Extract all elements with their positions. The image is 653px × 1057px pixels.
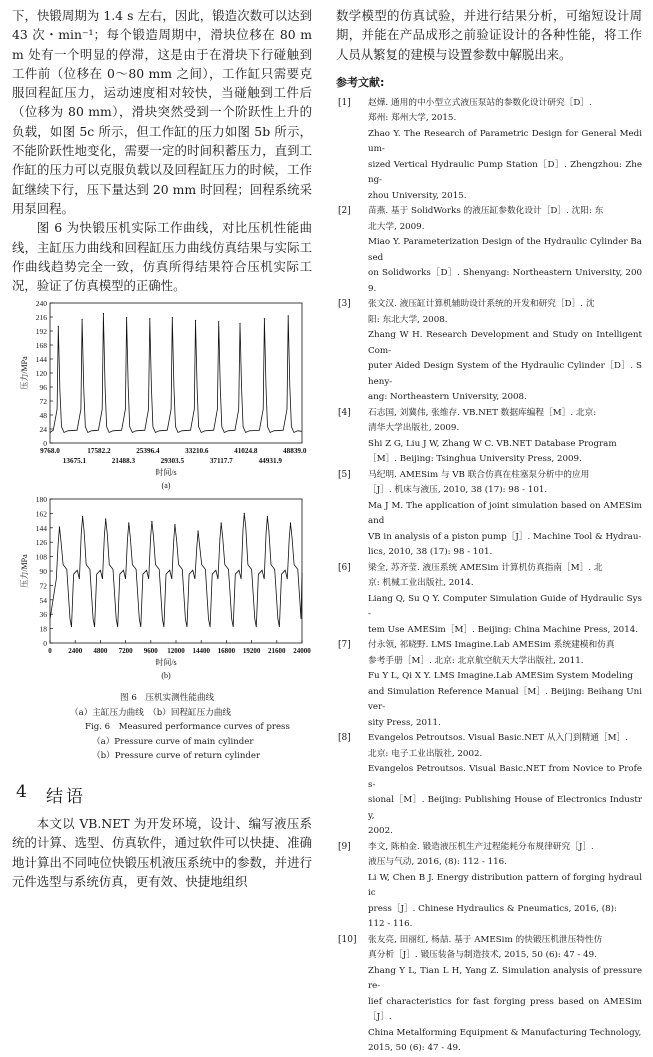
caption-en: Fig. 6 Measured performance curves of press	[85, 722, 290, 733]
data-point	[221, 523, 222, 524]
y-tick-label: 72	[39, 581, 47, 591]
reference-line: China Metalforming Equipment & Manufacturing Technology,	[368, 1027, 642, 1038]
data-point	[82, 319, 83, 320]
reference-line: 液压与气动, 2016, (8): 112 - 116.	[368, 857, 507, 868]
data-point	[218, 322, 219, 323]
reference-line: Fu Y L, Qi X Y. LMS Imagine.Lab AMESim System Modeling	[368, 671, 633, 682]
reference-line: 清华大学出版社, 2009.	[368, 423, 460, 434]
data-point	[149, 319, 150, 320]
reference-line: Evangelos Petroutsos. Visual Basic.NET from Novice to Profes-	[368, 764, 642, 790]
reference-line: sional［M］. Beijing: Publishing House of Electronics Industry,	[368, 795, 642, 821]
reference-line: Shi Z G, Liu J W, Zhang W C. VB.NET Database Program	[368, 438, 617, 449]
data-point	[197, 531, 198, 532]
y-tick-label: 108	[35, 553, 47, 563]
x-tick-label: 4800	[93, 647, 108, 656]
y-tick-label: 0	[43, 639, 47, 649]
x-tick-label: 16800	[217, 647, 236, 656]
chart-main-cylinder	[12, 295, 312, 493]
reference-line: zhou University, 2015.	[368, 190, 467, 201]
reference-number: [1]	[338, 97, 351, 108]
caption-cn-sub: （a）主缸压力曲线 （b）回程缸压力曲线	[70, 707, 232, 718]
reference-item	[336, 406, 642, 468]
reference-line: 京: 机械工业出版社, 2014.	[368, 578, 474, 589]
left-column	[12, 6, 312, 891]
reference-line: 北大学, 2009.	[368, 221, 425, 232]
section-title: 结语	[46, 786, 86, 807]
y-tick-label: 54	[39, 596, 47, 606]
data-point	[290, 523, 291, 524]
y-tick-label: 90	[39, 567, 47, 577]
data-point	[128, 523, 129, 524]
reference-line: 112 - 116.	[368, 919, 413, 930]
x-tick-label: 13675.1	[62, 457, 87, 466]
right-column	[336, 6, 642, 1057]
reference-line: 马纪明. AMESim 与 VB 联合仿真在柱塞泵分析中的应用	[368, 469, 590, 480]
caption-cn: 图 6 压机实测性能曲线	[120, 693, 215, 704]
reference-line: Zhang W H. Research Development and Study on Intelligent Com-	[368, 330, 642, 356]
y-tick-label: 48	[39, 411, 47, 421]
reference-line: 阳: 东北大学, 2008.	[368, 314, 448, 325]
reference-line: 张友亮, 田丽红, 杨喆. 基于 AMESim 的快锻压机泄压特性仿	[368, 934, 603, 945]
y-tick-label: 18	[39, 625, 47, 635]
reference-number: [8]	[338, 733, 351, 744]
caption-en-sub-b: （b）Pressure curve of return cylinder	[92, 751, 261, 762]
x-tick-label: 17582.2	[87, 447, 111, 456]
reference-line: Ma J M. The application of joint simulation based on AMESim and	[368, 500, 642, 527]
reference-line: ［M］. Beijing: Tsinghua University Press, 2009.	[368, 454, 582, 465]
reference-line: on Solidworks［D］. Shenyang: Northeastern University, 2009.	[368, 268, 642, 294]
y-tick-label: 72	[39, 397, 47, 407]
y-tick-label: 144	[35, 355, 47, 365]
reference-line: 参考手册［M］. 北京: 北京航空航天大学出版社, 2011.	[368, 655, 584, 666]
x-tick-label: 48839.0	[283, 447, 307, 456]
y-tick-label: 36	[39, 610, 47, 620]
x-axis-label: 时间/s	[155, 658, 177, 668]
data-point	[172, 317, 173, 318]
reference-number: [6]	[338, 562, 351, 573]
data-point	[103, 313, 104, 314]
x-tick-label: 2400	[68, 647, 83, 656]
reference-number: [2]	[338, 206, 351, 217]
reference-line: 付永领, 祁晓野. LMS Imagine.Lab AMESim 系统建模和仿真	[368, 640, 615, 651]
reference-line: 张文汉. 液压缸计算机辅助设计系统的开发和研究［D］. 沈	[368, 299, 595, 310]
reference-line: Evangelos Petroutsos. Visual Basic.NET 从入门到精通［M］.	[368, 733, 628, 744]
reference-line: sized Vertical Hydraulic Pump Station［D］. Zhengzhou: Zheng-	[368, 159, 642, 186]
section-number: 4	[16, 781, 27, 802]
y-tick-label: 126	[35, 538, 47, 548]
reference-line: puter Aided Design System of the Hydraulic Cylinder［D］. Sheny-	[368, 361, 642, 387]
reference-item	[336, 96, 642, 205]
reference-line: 北京: 电子工业出版社, 2002.	[368, 748, 483, 759]
reference-number: [10]	[338, 934, 357, 945]
body-paragraph-1: 下，快锻周期为 1.4 s 左右，因此，锻造次数可以达到 43 次・min⁻¹；每个锻造周期中，滑块位移在 80 mm 处有一个明显的停滞，这是由于在滑块下行碰触到工件前（位移在 0～80 mm 之间），工作缸只需要克服回程缸压力，运动速度相对较快，当碰触到工件后（位移为 80 mm），滑块突然受到一个阶跃性上升的负载，如图 5c 所示，但工作缸的压力如图 5b 所示，不能阶跃性地变化，需要一定的时间积蓄压力，直到工作缸的压力可以克服负载以及回程缸压力的时候，工作缸继续下行，压下量达到 20 mm 时回程；回程系统采用泵回程。	[12, 8, 312, 216]
x-tick-label: 41024.8	[234, 447, 258, 456]
x-tick-label: 29303.5	[160, 457, 185, 466]
reference-item	[336, 840, 642, 933]
reference-line: press［J］. Chinese Hydraulics & Pneumatics, 2016, (8):	[368, 903, 617, 914]
x-tick-label: 33210.6	[185, 447, 209, 456]
x-tick-label: 21600	[268, 647, 286, 656]
reference-line: 2002.	[368, 826, 393, 837]
figure-6	[12, 295, 312, 764]
reference-item	[336, 468, 642, 561]
data-point	[264, 319, 265, 320]
x-tick-label: 7200	[118, 647, 133, 656]
data-point	[151, 521, 152, 522]
data-point	[195, 320, 196, 321]
reference-item	[336, 204, 642, 297]
body-paragraph-3: 本文以 VB.NET 为开发环境，设计、编写液压系统的计算、选型、仿真软件，通过软件可以快捷、准确地计算出不同吨位快锻压机液压系统中的参数，并进行元件选型与系统仿真，更有效、快捷地组织	[12, 815, 312, 889]
reference-line: ［J］. 机床与液压, 2010, 38 (17): 98 - 101.	[368, 485, 548, 496]
data-point	[126, 317, 127, 318]
reference-number: [5]	[338, 469, 351, 480]
reference-line: and Simulation Reference Manual［M］. Beijing: Beihang Univer-	[368, 686, 642, 713]
references-heading: 参考文献:	[336, 75, 385, 89]
y-tick-label: 0	[43, 439, 47, 449]
reference-line: Liang Q, Su Q Y. Computer Simulation Guide of Hydraulic Sys-	[368, 593, 642, 620]
reference-number: [9]	[338, 841, 351, 852]
reference-item	[336, 297, 642, 406]
body-paragraph-4: 数学模型的仿真试验，并进行结果分析，可缩短设计周期，并能在产品成形之前验证设计的各种性能，将工作人员从繁复的建模与设置参数中解脱出来。	[336, 8, 642, 62]
data-point	[174, 524, 175, 525]
figure-caption	[12, 691, 312, 764]
panel-label: (a)	[161, 481, 171, 491]
caption-en-sub-a: （a）Pressure curve of main cylinder	[92, 736, 254, 747]
x-tick-label: 21488.3	[111, 457, 136, 466]
x-tick-label: 9768.0	[40, 447, 60, 456]
y-tick-label: 24	[39, 425, 47, 435]
chart-return-cylinder	[12, 493, 312, 683]
body-paragraph-2: 图 6 为快锻压机实际工作曲线，对比压机性能曲线，主缸压力曲线和回程缸压力曲线仿真结果与实际工作曲线趋势完全一致，仿真所得结果符合压机实际工况，验证了仿真模型的正确性。	[12, 220, 312, 294]
reference-line: Zhao Y. The Research of Parametric Design for General Medium-	[368, 128, 642, 155]
reference-line: 真分析［J］. 锻压装备与制造技术, 2015, 50 (6): 47 - 49.	[368, 950, 597, 961]
reference-line: 郑州: 郑州大学, 2015.	[368, 113, 457, 124]
series-line	[50, 514, 302, 628]
y-tick-label: 168	[35, 341, 47, 351]
y-tick-label: 120	[35, 369, 47, 379]
reference-line: lief characteristics for fast forging press based on AMESim［J］.	[368, 996, 642, 1023]
reference-line: lics, 2010, 38 (17): 98 - 101.	[368, 547, 493, 558]
panel-label: (b)	[161, 671, 171, 681]
x-tick-label: 12000	[167, 647, 185, 656]
y-tick-label: 216	[35, 313, 47, 323]
reference-number: [7]	[338, 640, 351, 651]
x-tick-label: 14400	[192, 647, 210, 656]
x-axis-label: 时间/s	[155, 468, 177, 478]
reference-number: [3]	[338, 299, 351, 310]
y-tick-label: 144	[35, 524, 47, 534]
reference-line: 李文, 陈柏金. 锻造液压机生产过程能耗分布规律研究［J］.	[368, 841, 594, 852]
data-point	[59, 527, 60, 528]
reference-list	[336, 96, 642, 1057]
reference-item	[336, 731, 642, 840]
data-point	[288, 316, 289, 317]
reference-item	[336, 561, 642, 639]
x-tick-label: 37117.7	[209, 457, 233, 466]
reference-line: 赵燁. 通用的中小型立式液压泵站的参数化设计研究［D］.	[368, 97, 592, 108]
reference-number: [4]	[338, 407, 351, 418]
reference-line: sity Press, 2011.	[368, 717, 441, 728]
section-heading	[12, 780, 312, 808]
reference-line: ang: Northeastern University, 2008.	[368, 392, 527, 403]
reference-line: Miao Y. Parameterization Design of the Hydraulic Cylinder Based	[368, 237, 642, 263]
x-tick-label: 25396.4	[136, 447, 160, 456]
y-axis-label: 压力/MPa	[20, 554, 29, 589]
reference-line: VB in analysis of a piston pump［J］. Machine Tool & Hydrau-	[368, 531, 642, 542]
series-line	[50, 314, 302, 433]
reference-item	[336, 933, 642, 1057]
data-point	[105, 519, 106, 520]
y-tick-label: 96	[39, 383, 47, 393]
x-tick-label: 9600	[143, 647, 158, 656]
reference-line: 苗燕. 基于 SolidWorks 的液压缸参数化设计［D］. 沈阳: 东	[368, 206, 604, 217]
y-tick-label: 162	[35, 509, 47, 519]
y-tick-label: 192	[35, 327, 47, 337]
data-point	[239, 323, 240, 324]
reference-line: Zhang Y L, Tian L H, Yang Z. Simulation analysis of pressure re-	[368, 965, 642, 992]
x-tick-label: 24000	[293, 647, 311, 656]
reference-line: tem Use AMESim［M］. Beijing: China Machine Press, 2014.	[368, 624, 639, 635]
reference-line: 石志国, 刘冀伟, 张维存. VB.NET 数据库编程［M］. 北京:	[368, 407, 597, 418]
x-tick-label: 0	[48, 647, 52, 656]
data-point	[82, 516, 83, 517]
y-tick-label: 180	[35, 495, 47, 505]
data-point	[267, 516, 268, 517]
reference-item	[336, 638, 642, 731]
y-axis-label: 压力/MPa	[20, 356, 29, 391]
reference-line: 2015, 50 (6): 47 - 49.	[368, 1043, 461, 1054]
x-tick-label: 44931.9	[258, 457, 282, 466]
data-point	[244, 513, 245, 514]
reference-line: 梁全, 苏齐莹. 液压系统 AMESim 计算机仿真指南［M］. 北	[368, 562, 603, 573]
x-tick-label: 19200	[242, 647, 261, 656]
y-tick-label: 240	[35, 299, 47, 309]
reference-line: Li W, Chen B J. Energy distribution pattern of forging hydraulic	[368, 872, 642, 899]
data-point	[58, 326, 59, 327]
